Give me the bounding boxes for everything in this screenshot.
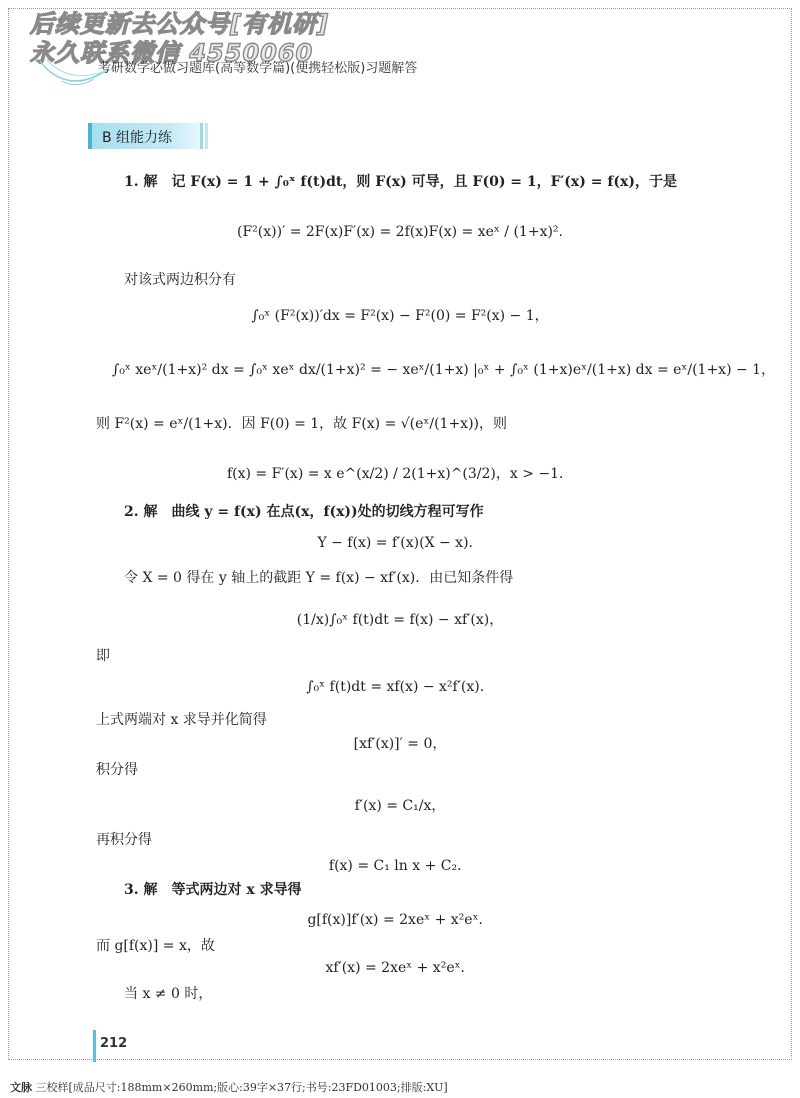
text-line: 对该式两边积分有 (124, 272, 236, 288)
text-line: 上式两端对 x 求导并化简得 (96, 712, 267, 728)
text-line: 当 x ≠ 0 时， (124, 986, 213, 1002)
footer-proof-info: 三校样[成品尺寸:188mm×260mm;版心:39字×37行;书号:23FD01003;排版:XU] (35, 1081, 448, 1094)
equation-line: f(x) = F′(x) = x e^(x/2) / 2(1+x)^(3/2)，x > −1． (226, 466, 574, 482)
page-number-bar (93, 1030, 96, 1062)
equation-line: (1/x)∫₀ˣ f(t)dt = f(x) − xf′(x)， (296, 612, 504, 628)
text-line: 而 g[f(x)] = x，故 (96, 938, 215, 954)
equation-line: g[f(x)]f′(x) = 2xeˣ + x²eˣ． (307, 912, 493, 928)
equation-line: [xf′(x)]′ = 0， (353, 736, 447, 752)
text-line: 积分得 (96, 762, 138, 778)
page-number: 212 (100, 1036, 128, 1051)
equation-line: Y − f(x) = f′(x)(X − x)． (317, 535, 483, 551)
text-line: 即 (96, 648, 110, 664)
page-border-bottom (8, 1059, 792, 1060)
section-heading (88, 123, 200, 149)
solution-3-intro: 3. 解 等式两边对 x 求导得 (124, 882, 302, 898)
solution-2-intro: 2. 解 曲线 y = f(x) 在点(x，f(x))处的切线方程可写作 (124, 504, 484, 520)
equation-line: ∫₀ˣ f(t)dt = xf(x) − x²f′(x)． (306, 679, 494, 695)
equation-line: ∫₀ˣ (F²(x))′dx = F²(x) − F²(0) = F²(x) − 1， (251, 308, 549, 324)
text-line: 则 F²(x) = eˣ/(1+x)．因 F(0) = 1，故 F(x) = √(eˣ/(1+x))，则 (96, 416, 508, 432)
text-line: 再积分得 (96, 832, 152, 848)
solution-1-intro: 1. 解 记 F(x) = 1 + ∫₀ˣ f(t)dt，则 F(x) 可导，且 F(0) = 1，F′(x) = f(x)，于是 (124, 174, 677, 190)
section-heading-stripe (200, 123, 203, 149)
print-proof-footer (10, 1079, 448, 1095)
equation-line: f(x) = C₁ ln x + C₂． (328, 858, 472, 874)
watermark-line-2: 永久联系微信 4550060 (30, 39, 314, 67)
text-line: 令 X = 0 得在 y 轴上的截距 Y = f(x) − xf′(x)．由已知条件得 (124, 570, 514, 586)
equation-line: xf′(x) = 2xeˣ + x²eˣ． (325, 960, 475, 976)
book-header-title: 考研数学必做习题库(高等数学篇)(便携轻松版)习题解答 (98, 61, 418, 76)
section-heading-label: B 组能力练 (102, 130, 173, 146)
watermark-line-1: 后续更新去公众号[有机研] (30, 10, 329, 38)
equation-line: (F²(x))′ = 2F(x)F′(x) = 2f(x)F(x) = xeˣ / (1+x)². (237, 224, 563, 240)
footer-brand: 文脉 (10, 1081, 32, 1094)
equation-line: ∫₀ˣ xeˣ/(1+x)² dx = ∫₀ˣ xeˣ dx/(1+x)² = − xeˣ/(1+x) |₀ˣ + ∫₀ˣ (1+x)eˣ/(1+x) dx = eˣ/(1+x) − 1， (112, 362, 776, 378)
equation-line: f′(x) = C₁/x， (354, 798, 446, 814)
section-heading-stripe (205, 123, 208, 149)
